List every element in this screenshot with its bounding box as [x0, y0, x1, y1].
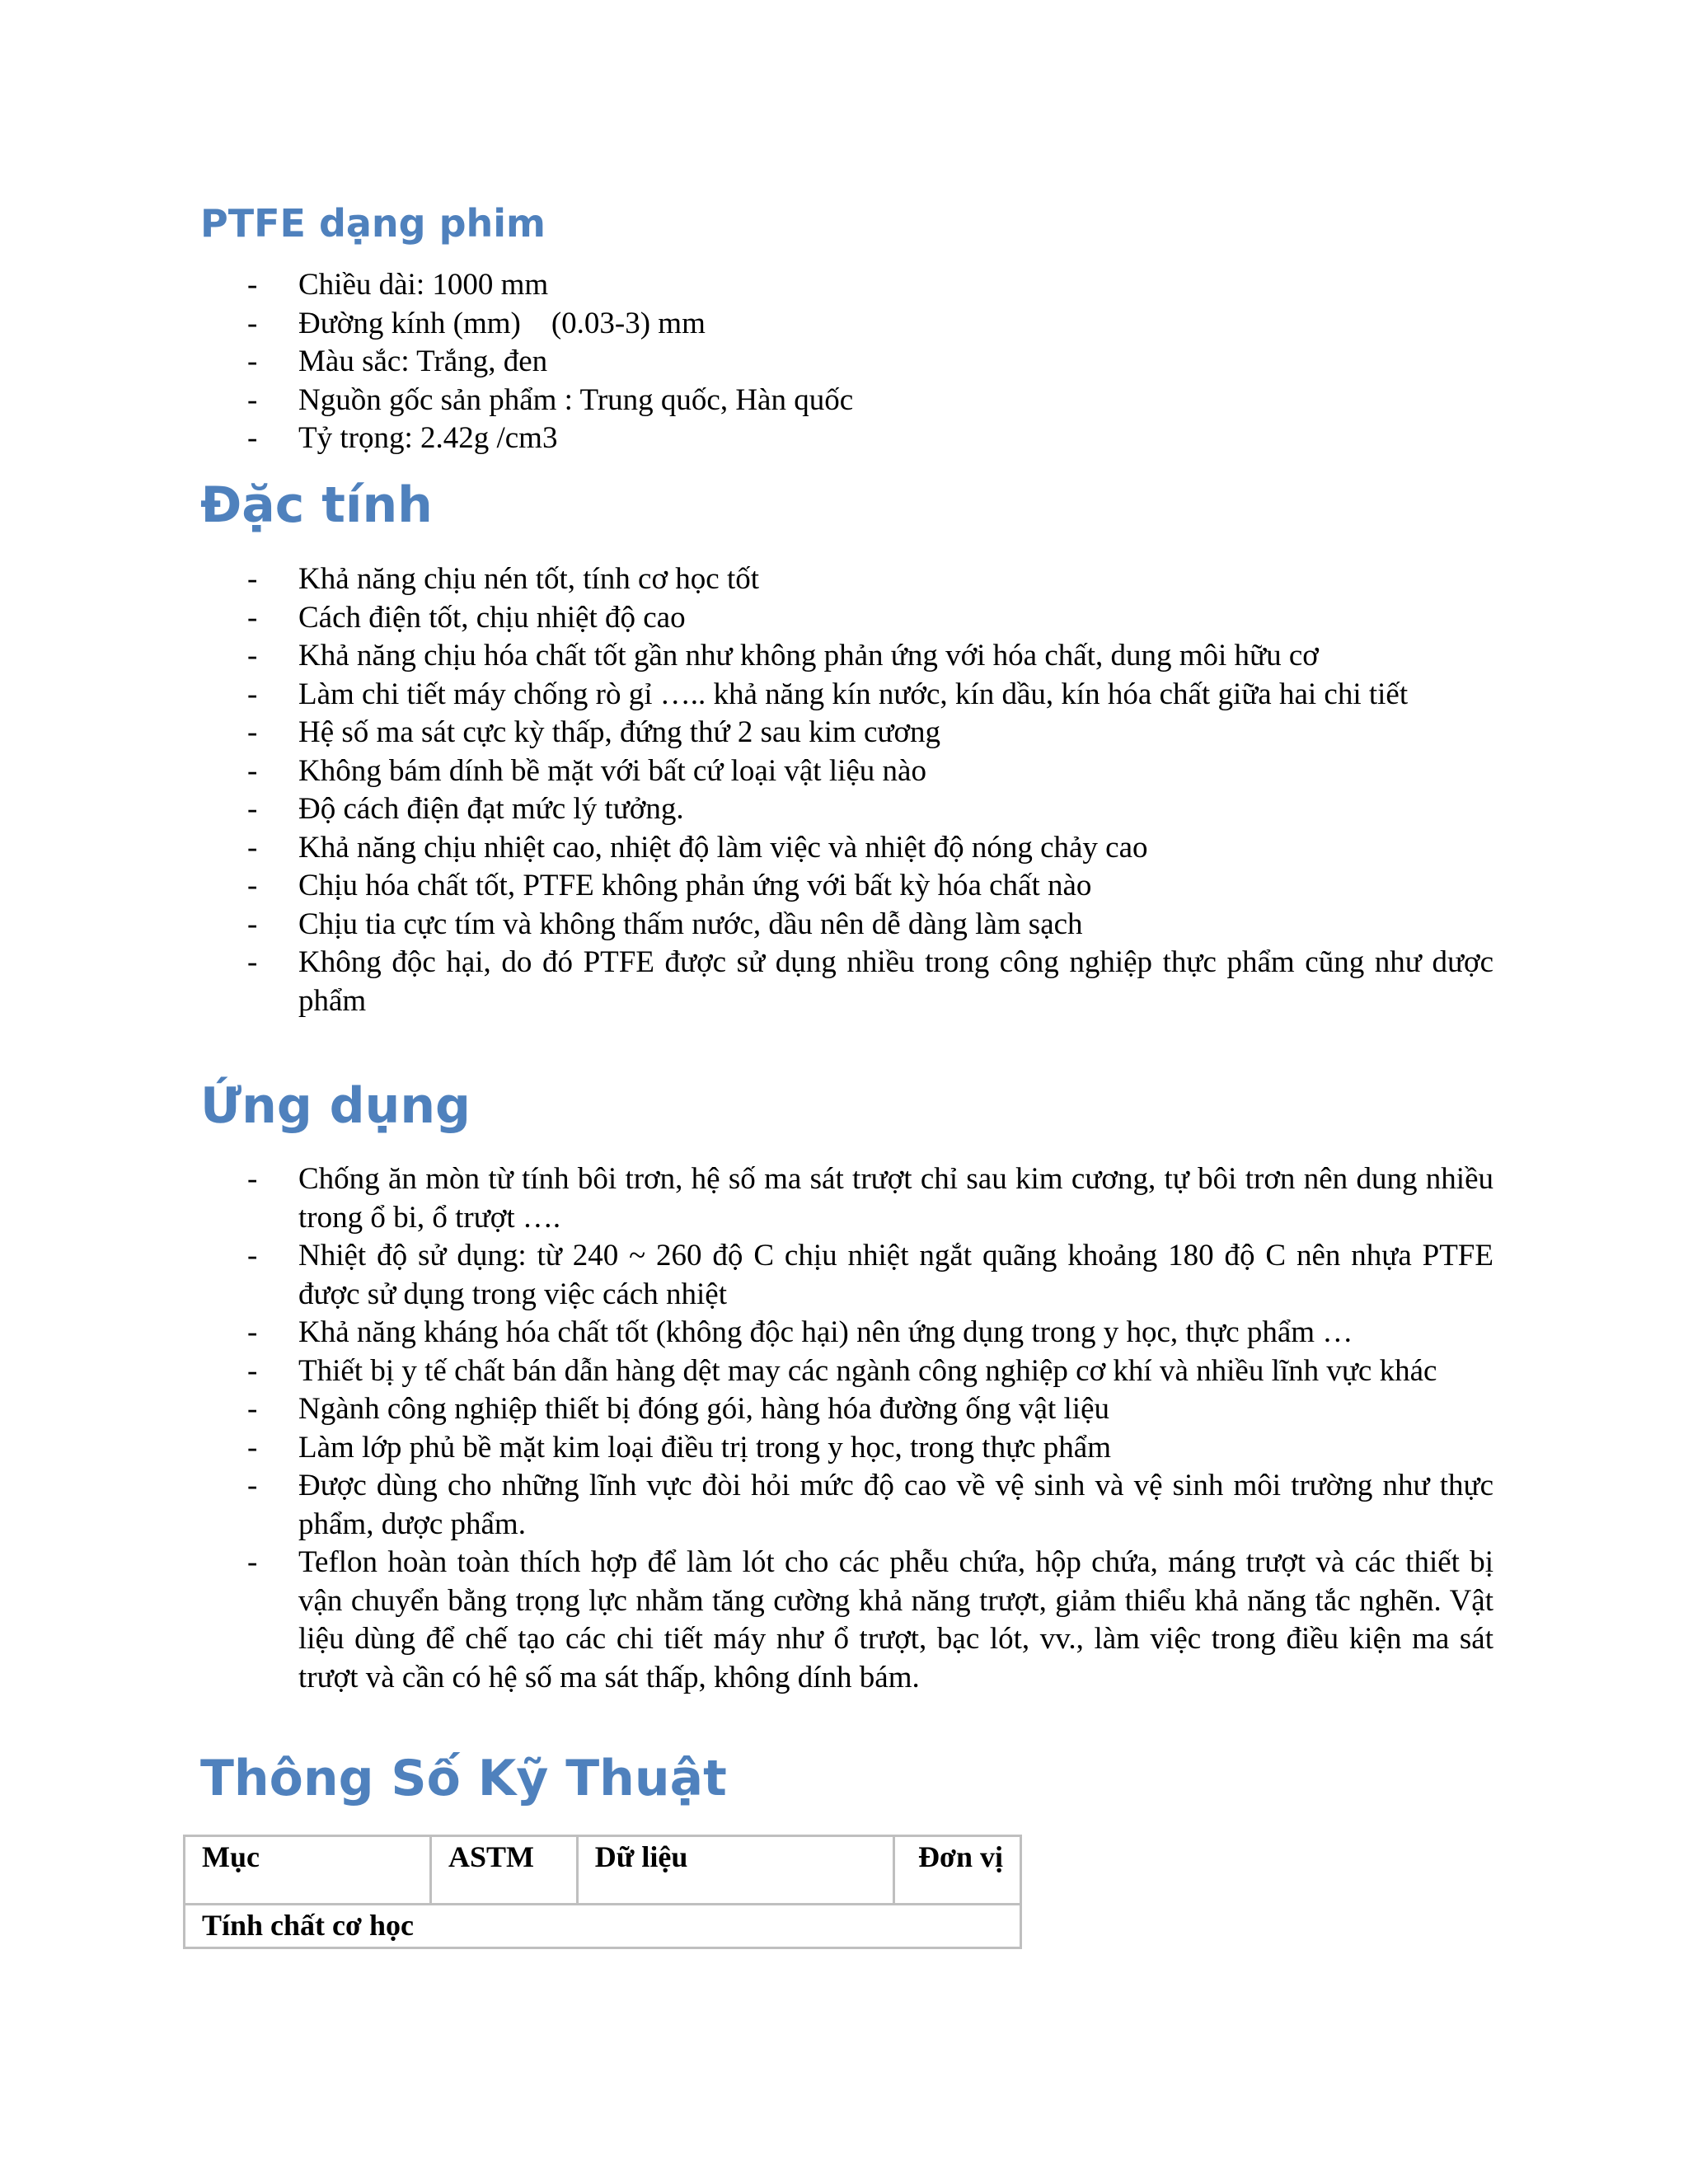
list-item: - Khả năng chịu hóa chất tốt gần như không phản ứng với hóa chất, dung môi hữu cơ: [247, 637, 1493, 676]
table-header-row: [185, 1836, 1021, 1905]
list-item: - Cách điện tốt, chịu nhiệt độ cao: [247, 599, 1493, 638]
applications-list: [247, 1160, 1493, 1697]
header-cell-data: Dữ liệu: [577, 1836, 893, 1905]
header-cell-unit: Đơn vị: [894, 1836, 1021, 1905]
section-cell-mechanical: Tính chất cơ học: [185, 1905, 1021, 1948]
list-item: - Thiết bị y tế chất bán dẫn hàng dệt may các ngành công nghiệp cơ khí và nhiều lĩnh vực khác: [247, 1352, 1493, 1391]
list-item: - Đường kính (mm) (0.03-3) mm: [247, 305, 1493, 344]
list-item: - Làm lớp phủ bề mặt kim loại điều trị trong y học, trong thực phẩm: [247, 1429, 1493, 1468]
list-item: - Khả năng kháng hóa chất tốt (không độc hại) nên ứng dụng trong y học, thực phẩm …: [247, 1314, 1493, 1352]
list-item: - Nguồn gốc sản phẩm : Trung quốc, Hàn quốc: [247, 382, 1493, 420]
list-item: - Hệ số ma sát cực kỳ thấp, đứng thứ 2 sau kim cương: [247, 714, 1493, 752]
list-item: - Không bám dính bề mặt với bất cứ loại vật liệu nào: [247, 752, 1493, 791]
spec-table: [183, 1835, 1022, 1949]
heading-technical-specs: Thông Số Kỹ Thuật: [200, 1750, 727, 1807]
list-item: - Độ cách điện đạt mức lý tưởng.: [247, 790, 1493, 829]
table-section-row: [185, 1905, 1021, 1948]
heading-properties: Đặc tính: [200, 476, 433, 534]
list-item: - Màu sắc: Trắng, đen: [247, 343, 1493, 382]
list-item: - Chịu hóa chất tốt, PTFE không phản ứng với bất kỳ hóa chất nào: [247, 867, 1493, 906]
list-item: - Được dùng cho những lĩnh vực đòi hỏi mức độ cao về vệ sinh và vệ sinh môi trường như thực phẩm, dược phẩm.: [247, 1467, 1493, 1544]
properties-list: [247, 560, 1493, 1020]
header-cell-item: Mục: [185, 1836, 431, 1905]
list-item: - Không độc hại, do đó PTFE được sử dụng nhiều trong công nghiệp thực phẩm cũng như dược phẩm: [247, 944, 1493, 1020]
list-item: - Làm chi tiết máy chống rò gỉ ….. khả năng kín nước, kín dầu, kín hóa chất giữa hai chi tiết: [247, 676, 1493, 715]
list-item: - Teflon hoàn toàn thích hợp để làm lót cho các phễu chứa, hộp chứa, máng trượt và các thiết bị vận chuyển bằng trọng lực nhằm tăng cường khả năng trượt, giảm thiểu khả năng tắc nghẽn. Vật liệu dùng để chế tạo các chi tiết máy như ổ trượt, bạc lót, vv., làm việc trong điều kiện ma sát trượt và cần có hệ số ma sát thấp, không dính bám.: [247, 1544, 1493, 1697]
list-item: - Chiều dài: 1000 mm: [247, 266, 1493, 305]
heading-ptfe-film: PTFE dạng phim: [200, 201, 546, 246]
list-item: - Tỷ trọng: 2.42g /cm3: [247, 419, 1493, 458]
film-spec-list: [247, 266, 1493, 458]
list-item: - Khả năng chịu nén tốt, tính cơ học tốt: [247, 560, 1493, 599]
list-item: - Chịu tia cực tím và không thấm nước, dầu nên dễ dàng làm sạch: [247, 906, 1493, 944]
list-item: - Nhiệt độ sử dụng: từ 240 ~ 260 độ C chịu nhiệt ngắt quãng khoảng 180 độ C nên nhựa PTFE được sử dụng trong việc cách nhiệt: [247, 1237, 1493, 1314]
heading-applications: Ứng dụng: [200, 1077, 471, 1135]
list-item: - Ngành công nghiệp thiết bị đóng gói, hàng hóa đường ống vật liệu: [247, 1390, 1493, 1429]
list-item: - Chống ăn mòn từ tính bôi trơn, hệ số ma sát trượt chỉ sau kim cương, tự bôi trơn nên dung nhiều trong ổ bi, ổ trượt ….: [247, 1160, 1493, 1237]
list-item: - Khả năng chịu nhiệt cao, nhiệt độ làm việc và nhiệt độ nóng chảy cao: [247, 829, 1493, 868]
header-cell-astm: ASTM: [430, 1836, 577, 1905]
